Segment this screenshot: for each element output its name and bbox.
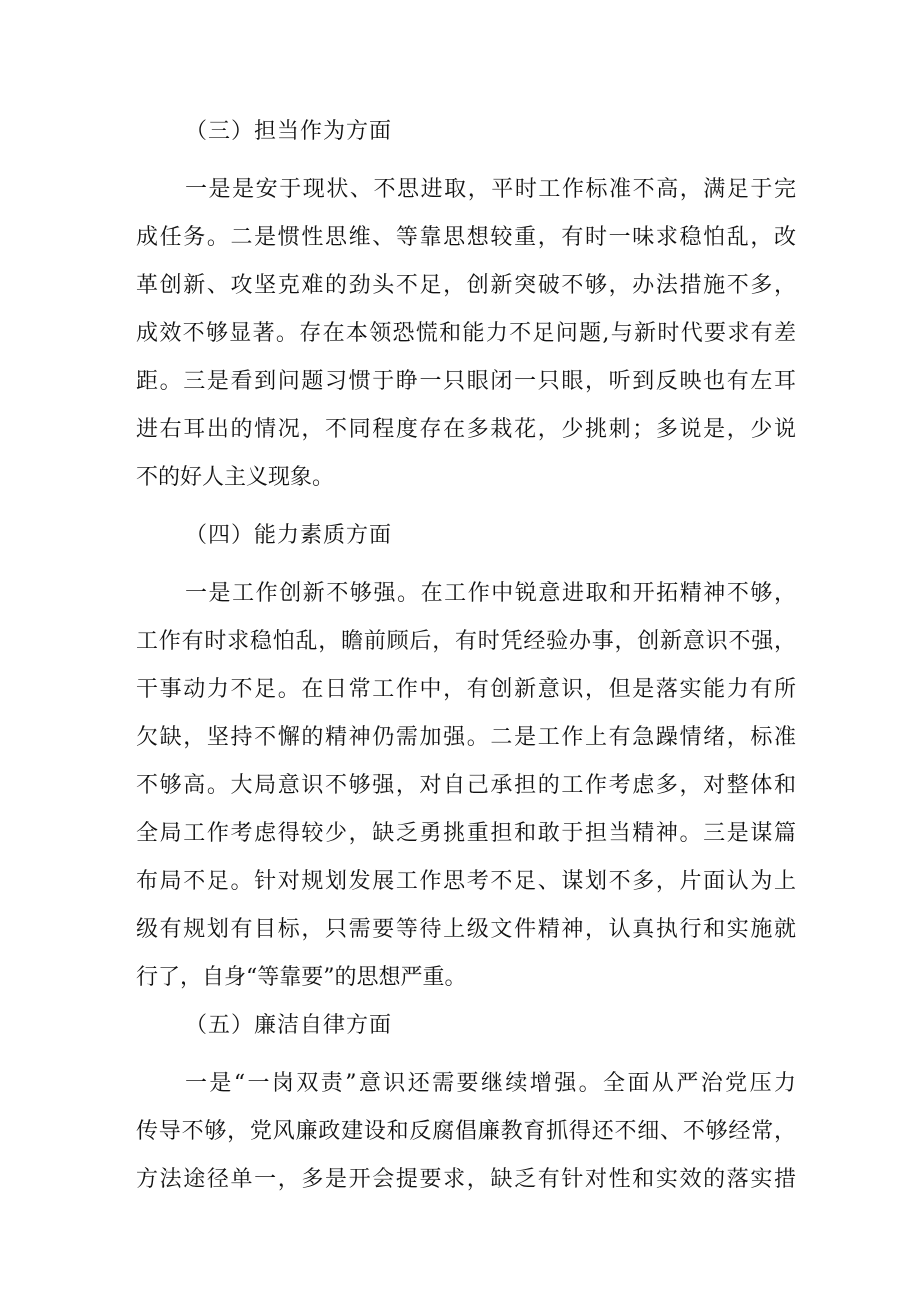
paragraph-line: 级有规划有目标，只需要等待上级文件精神，认真执行和实施就: [136, 917, 796, 942]
paragraph-line: 一是工作创新不够强。在工作中锐意进取和开拓精神不够，: [185, 581, 796, 606]
paragraph-line: 不的好人主义现象。: [136, 465, 335, 490]
paragraph-line: 距。三是看到问题习惯于睁一只眼闭一只眼，听到反映也有左耳: [136, 369, 796, 394]
section-heading-5: （五）廉洁自律方面: [185, 1013, 393, 1038]
paragraph-line: 方法途径单一，多是开会提要求，缺乏有针对性和实效的落实措: [136, 1167, 796, 1192]
paragraph-line: 成任务。二是惯性思维、等靠思想较重，有时一味求稳怕乱，改: [136, 225, 796, 250]
paragraph-line: 不够高。大局意识不够强，对自己承担的工作考虑多，对整体和: [136, 773, 796, 798]
section-heading-3: （三）担当作为方面: [185, 119, 393, 144]
paragraph-line: 成效不够显著。存在本领恐慌和能力不足问题,与新时代要求有差: [136, 321, 796, 346]
paragraph-line: 传导不够，党风廉政建设和反腐倡廉教育抓得还不细、不够经常，: [136, 1119, 796, 1144]
section-heading-4: （四）能力素质方面: [185, 523, 393, 548]
paragraph-line: 一是是安于现状、不思进取，平时工作标准不高，满足于完: [185, 177, 796, 202]
paragraph-line: 欠缺，坚持不懈的精神仍需加强。二是工作上有急躁情绪，标准: [136, 725, 796, 750]
paragraph-line: 布局不足。针对规划发展工作思考不足、谋划不多，片面认为上: [136, 869, 796, 894]
paragraph-line: 干事动力不足。在日常工作中，有创新意识，但是落实能力有所: [136, 677, 796, 702]
paragraph-line: 全局工作考虑得较少，缺乏勇挑重担和敢于担当精神。三是谋篇: [136, 821, 796, 846]
paragraph-line: 进右耳出的情况，不同程度存在多栽花，少挑刺；多说是，少说: [136, 417, 796, 442]
paragraph-line: 行了，自身“等靠要”的思想严重。: [136, 965, 467, 990]
paragraph-line: 革创新、攻坚克难的劲头不足，创新突破不够，办法措施不多，: [136, 273, 796, 298]
paragraph-line: 工作有时求稳怕乱，瞻前顾后，有时凭经验办事，创新意识不强，: [136, 629, 796, 654]
paragraph-line: 一是“一岗双责”意识还需要继续增强。全面从严治党压力: [185, 1071, 796, 1096]
